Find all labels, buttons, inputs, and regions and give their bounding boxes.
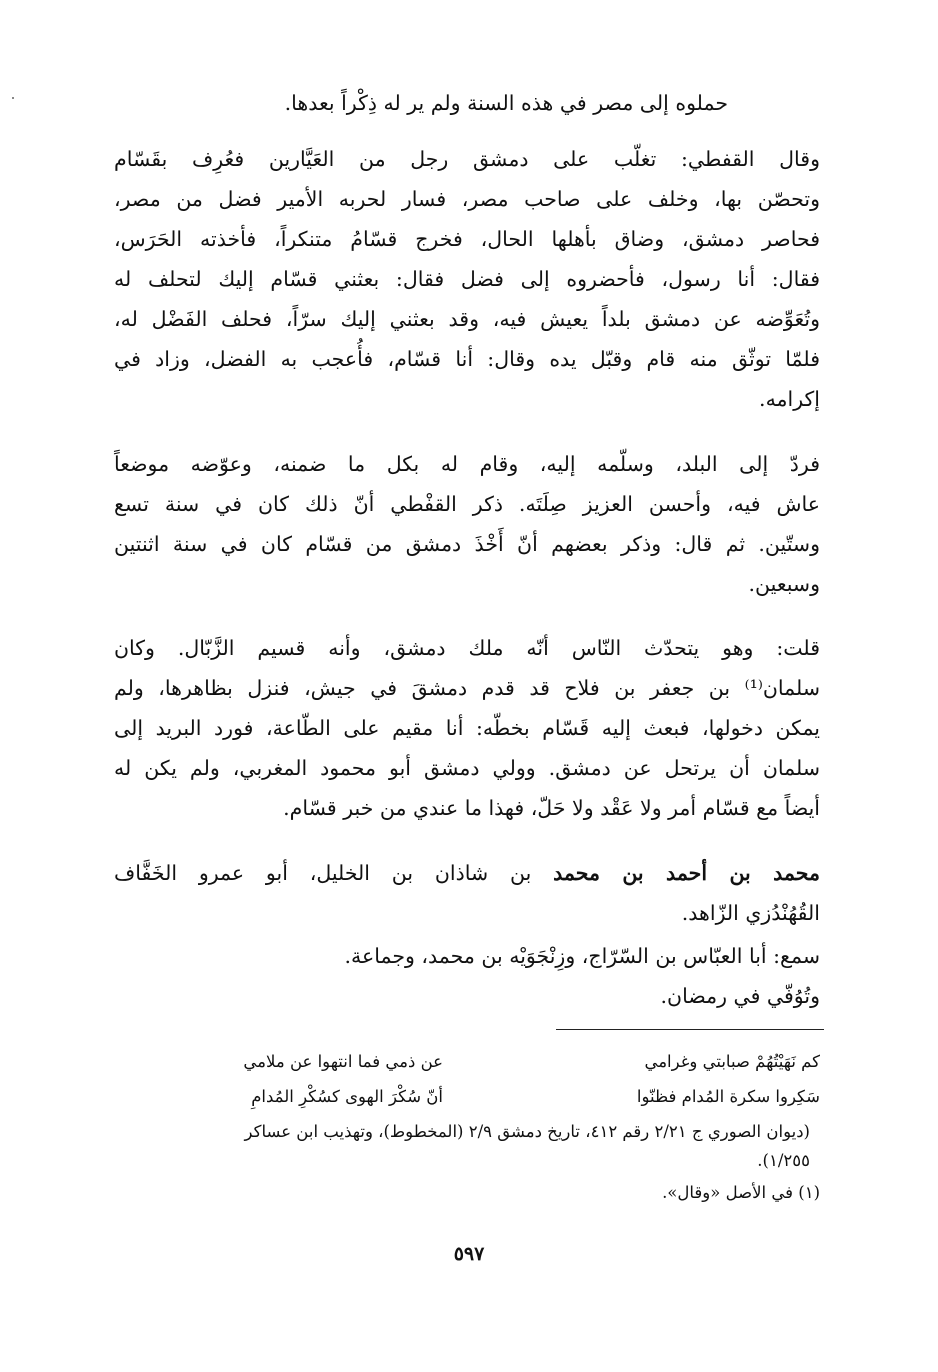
p3-line-4: سلمان أن يرتحل عن دمشق. وولي دمشق أبو محمود المغربي، ولم يكن له — [114, 756, 820, 780]
p3-line-1: قلت: وهو يتحدّث النّاس أنّه ملك دمشق، وأنه قسيم الزَّبّال. وكان — [114, 636, 820, 660]
p2-line-2: عاش فيه، وأحسن العزيز صِلَتَه. ذكر القفْطي أنّ ذلك كان في سنة تسع — [114, 492, 820, 516]
p2-line-4: وسبعين. — [748, 572, 820, 596]
intro-line: حملوه إلى مصر في هذه السنة ولم ير له ذِكْراً بعدها. — [284, 91, 728, 115]
footnote-1: (١) في الأصل «وقال». — [662, 1183, 820, 1202]
entry-line-3: سمع: أبا العبّاس بن السّرّاج، وزِنْجَوَيْه بن محمد، وجماعة. — [344, 944, 820, 968]
p2-line-1: فردّ إلى البلد، وسلّمه إليه، وقام له بكل ما ضمنه، وعوّضه موضعاً — [114, 452, 820, 476]
verse-2-hemistich-right: سَكِروا سكرة المُدام فظنّوا — [636, 1087, 820, 1106]
p3-line-2: سلمان⁽¹⁾ بن جعفر بن فلاح قد قدم دمشقَ في جيش، فنزل بظاهرها، ولم — [114, 676, 820, 700]
page-number: ٥٩٧ — [453, 1243, 485, 1265]
p1-line-1: وقال القفطي: تغلّب على دمشق رجل من العَيَّارين فعُرِف بقَسّام — [114, 147, 820, 171]
footnote-rule — [556, 1029, 824, 1030]
source-citation-line-2: ١/٢٥٥). — [757, 1151, 810, 1170]
entry-heading-line — [114, 858, 820, 888]
p1-line-5: وتُعَوِّضه عن دمشق بلداً يعيش فيه، وقد بعثني إليك سرّاً، فحلف الفَضْل له، — [114, 307, 820, 331]
p1-line-6: فلمّا توثّق منه قام وقبّل يده وقال: أنا قسّام، فأُعجب به الفضل، وزاد في — [114, 347, 820, 371]
p3-line-5: أيضاً مع قسّام أمر ولا عَقْد ولا حَلّ، فهذا ما عندي من خبر قسّام. — [283, 796, 820, 820]
scan-speck — [12, 97, 14, 99]
entry-line-4: وتُوُفّي في رمضان. — [660, 984, 820, 1008]
entry-heading-rest: بن شاذان بن الخليل، أبو عمرو الخَفَّاف — [114, 861, 532, 885]
entry-name: محمد بن أحمد بن محمد — [553, 861, 820, 885]
verse-1-hemistich-right: كم نَهَيْتُهُمْ صبابتي وغرامي — [644, 1052, 820, 1071]
p1-line-2: وتحصّن بها، وخلف على صاحب مصر، فسار لحربه الأمير فضل من مصر، — [114, 187, 820, 211]
p3-line-3: يمكن دخولها، فبعث إليه قَسّام بخطّه: أنا مقيم على الطّاعة، فورد البريد إلى — [114, 716, 820, 740]
p2-line-3: وستّين. ثم قال: وذكر بعضهم أنّ أَخْذَ دمشق من قسّام كان في سنة اثنتين — [114, 532, 820, 556]
p1-line-3: فحاصر دمشق، وضاق بأهلها الحال، فخرج قسّامُ متنكراً، فأخذته الحَرَس، — [114, 227, 820, 251]
p1-line-7: إكرامه. — [759, 387, 820, 411]
p1-line-4: فقال: أنا رسول، فأحضروه إلى فضل فقال: بعثني قسّام إليك لتحلف له — [114, 267, 820, 291]
source-citation-line-1: (ديوان الصوري ج ٢/٢١ رقم ٤١٢، تاريخ دمشق ٢/٩ (المخطوط)، وتهذيب ابن عساكر — [244, 1122, 810, 1141]
entry-line-2: القُهُنْدُزي الزّاهد. — [681, 901, 820, 925]
verse-2-hemistich-left: أنّ سُكْرَ الهوى كسُكْرِ المُدامِ — [251, 1087, 443, 1106]
verse-1-hemistich-left: عن ذمي فما انتهوا عن ملامي — [243, 1052, 443, 1071]
